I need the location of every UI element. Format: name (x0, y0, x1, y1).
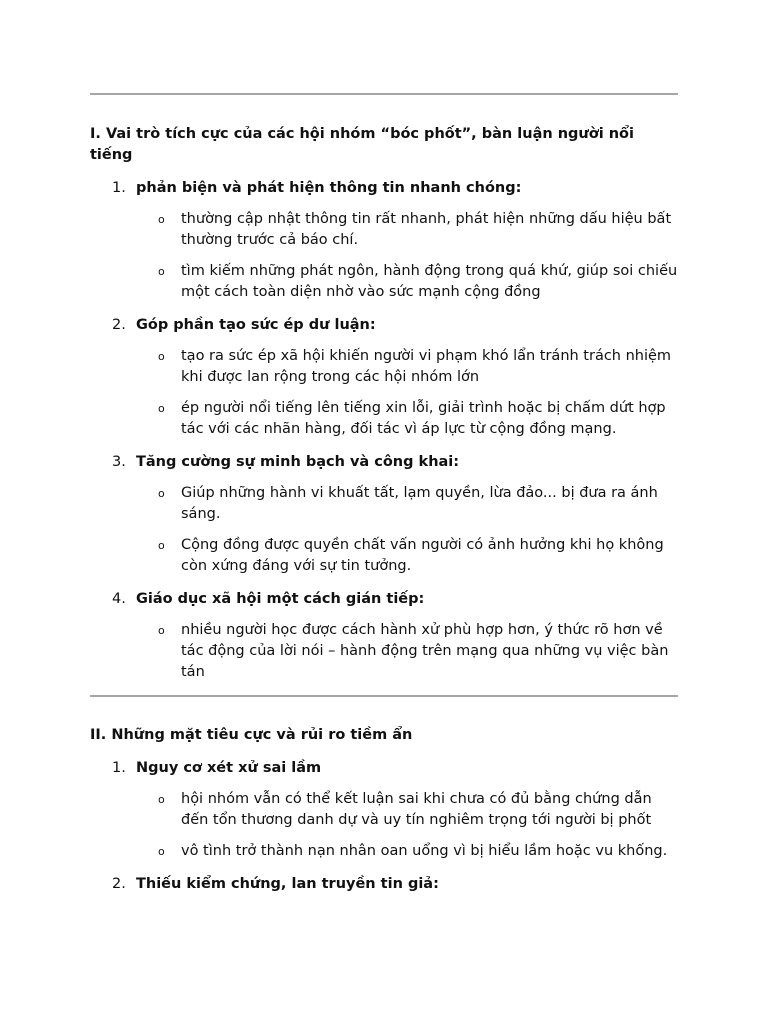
item-heading (90, 178, 678, 199)
item-heading (90, 452, 678, 473)
list-item (90, 178, 678, 303)
item-heading-text: Thiếu kiểm chứng, lan truyền tin giả: (136, 876, 439, 892)
item-heading-text: phản biện và phát hiện thông tin nhanh chóng: (136, 180, 522, 196)
list-item (90, 874, 678, 895)
circle-bullet-icon: o (158, 402, 165, 415)
circle-bullet-icon: o (158, 213, 165, 226)
item-heading (90, 589, 678, 610)
bullet-item (90, 789, 678, 831)
item-heading-text: Nguy cơ xét xử sai lầm (136, 760, 322, 776)
item-heading-text: Góp phần tạo sức ép dư luận: (136, 317, 376, 333)
item-number: 3. (112, 454, 126, 470)
circle-bullet-icon: o (158, 350, 165, 363)
bullet-item (90, 346, 678, 388)
bullet-item (90, 398, 678, 440)
list-item (90, 315, 678, 440)
circle-bullet-icon: o (158, 265, 165, 278)
bullet-item (90, 483, 678, 525)
bullet-list (90, 346, 678, 440)
document-page (90, 0, 678, 895)
bullet-text: nhiều người học được cách hành xử phù hợp hơn, ý thức rõ hơn về tác động của lời nói – hành động trên mạng qua những vụ việc bàn tán (181, 622, 669, 680)
numbered-list (90, 758, 678, 895)
horizontal-rule-top (90, 93, 678, 95)
item-heading-text: Giáo dục xã hội một cách gián tiếp: (136, 591, 425, 607)
numbered-list (90, 178, 678, 683)
item-heading (90, 874, 678, 895)
bullet-item (90, 261, 678, 303)
horizontal-rule-divider (90, 695, 678, 697)
circle-bullet-icon: o (158, 487, 165, 500)
bullet-list (90, 483, 678, 577)
item-heading (90, 758, 678, 779)
bullet-text: Cộng đồng được quyền chất vấn người có ảnh hưởng khi họ không còn xứng đáng với sự tin tưởng. (181, 537, 664, 574)
bullet-text: hội nhóm vẫn có thể kết luận sai khi chưa có đủ bằng chứng dẫn đến tổn thương danh dự và uy tín nghiêm trọng tới người bị phốt (181, 791, 652, 828)
item-number: 1. (112, 760, 126, 776)
circle-bullet-icon: o (158, 539, 165, 552)
item-number: 2. (112, 876, 126, 892)
item-heading-text: Tăng cường sự minh bạch và công khai: (136, 454, 460, 470)
bullet-item (90, 620, 678, 683)
bullet-list (90, 620, 678, 683)
bullet-item (90, 209, 678, 251)
bullet-list (90, 789, 678, 862)
bullet-text: tạo ra sức ép xã hội khiến người vi phạm khó lẩn tránh trách nhiệm khi được lan rộng trong các hội nhóm lớn (181, 348, 672, 385)
section-title: II. Những mặt tiêu cực và rủi ro tiềm ẩn (90, 727, 413, 743)
bullet-text: thường cập nhật thông tin rất nhanh, phát hiện những dấu hiệu bất thường trước cả báo chí. (181, 211, 672, 248)
list-item (90, 758, 678, 862)
section-title: I. Vai trò tích cực của các hội nhóm “bóc phốt”, bàn luận người nổi tiếng (90, 126, 634, 163)
circle-bullet-icon: o (158, 793, 165, 806)
bullet-text: vô tình trở thành nạn nhân oan uổng vì bị hiểu lầm hoặc vu khống. (181, 843, 668, 859)
list-item (90, 589, 678, 683)
bullet-item (90, 841, 678, 862)
bullet-text: ép người nổi tiếng lên tiếng xin lỗi, giải trình hoặc bị chấm dứt hợp tác với các nhãn hàng, đối tác vì áp lực từ cộng đồng mạng. (181, 400, 666, 437)
list-item (90, 452, 678, 577)
item-number: 1. (112, 180, 126, 196)
bullet-item (90, 535, 678, 577)
item-number: 2. (112, 317, 126, 333)
bullet-text: tìm kiếm những phát ngôn, hành động trong quá khứ, giúp soi chiếu một cách toàn diện nhờ vào sức mạnh cộng đồng (181, 263, 678, 300)
item-number: 4. (112, 591, 126, 607)
bullet-text: Giúp những hành vi khuất tất, lạm quyền, lừa đảo... bị đưa ra ánh sáng. (181, 485, 658, 522)
circle-bullet-icon: o (158, 845, 165, 858)
item-heading (90, 315, 678, 336)
section-positive-roles (90, 124, 678, 683)
bullet-list (90, 209, 678, 303)
section-negative-risks (90, 725, 678, 895)
circle-bullet-icon: o (158, 624, 165, 637)
